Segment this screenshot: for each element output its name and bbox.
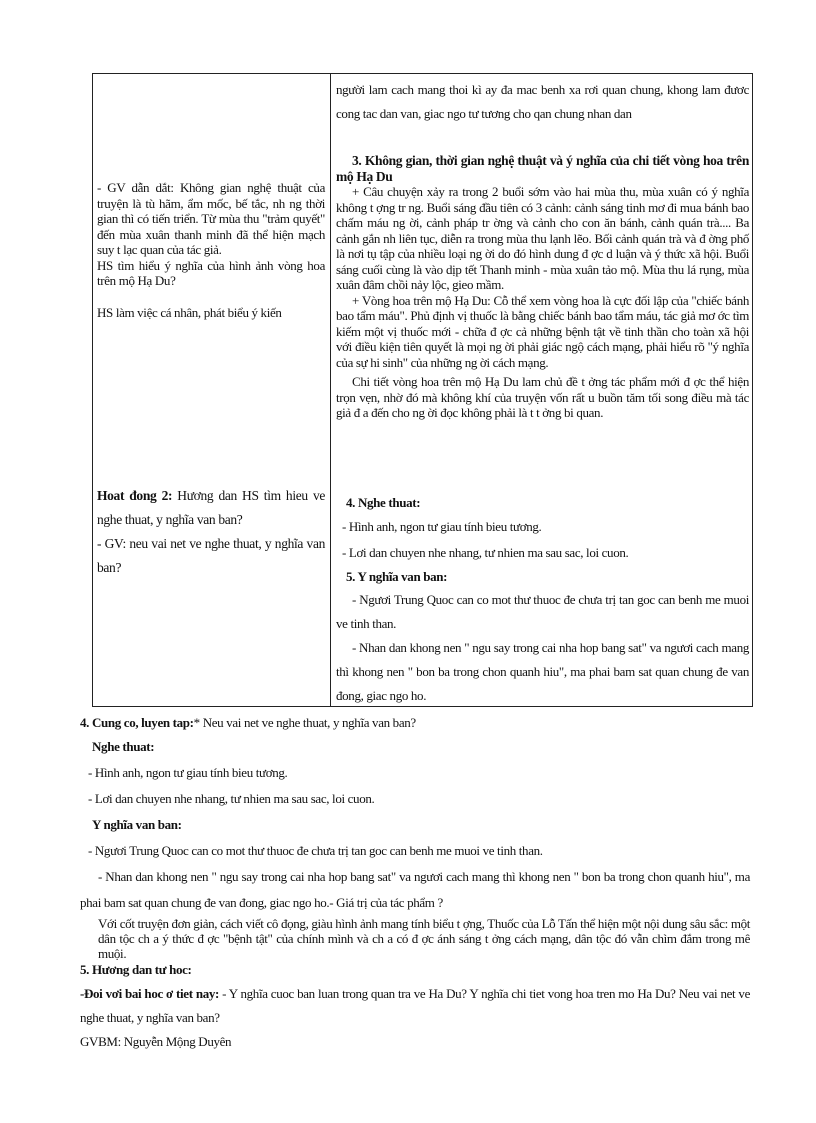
consolidation-section [80,712,750,961]
section-3-heading: 3. Không gian, thời gian nghệ thuật và ý nghĩa của chi tiết vòng hoa trên mộ Hạ Du [336,153,749,184]
teacher-signature: GVBM: Nguyễn Mộng Duyên [80,1034,232,1049]
lesson-table [92,73,753,707]
consolidation-line [80,712,750,734]
section-5-item-2: - Nhan dan khong nen " ngu say trong cai nha hop bang sat" va ngươi cach mang thì khong nen " bon ba trong chon quanh hiu", ma phai bam sat quan chung đe van đong, giac ngo ho. [336,640,749,703]
section-3-paragraph-3: Chi tiết vòng hoa trên mộ Hạ Du lam chủ đề t ởng tác phẩm mới đ ợc thể hiện trọn vẹn, nhờ đó mà không khí của truyện vốn rất u buồn tăm tối song điều mà tác giả đ a đến cho ng ời đọc không phải là t t ởng bi quan. [336,374,749,420]
right-section-4-5 [336,492,749,708]
activity-2-label: Hoat đong 2: [97,488,173,503]
section-4-heading: 4. Nghe thuat: [346,495,421,510]
activity-2-text [97,484,325,532]
right-top-cell [336,78,749,126]
section-5-item-1: - Ngươi Trung Quoc can co mot thư thuoc đe chưa trị tan goc can benh me muoi ve tinh than. [336,592,749,631]
section-3-paragraph-2: + Vòng hoa trên mộ Hạ Du: Cỗ thể xem vòng hoa là cực đối lập của "chiếc bánh bao tẩm máu". Phủ định vị thuốc là bằng chiếc bánh bao tẩm máu, tác giả mơ ớc tìm kiếm một vị thuốc mới - chữa đ ợc cả những bệnh tật về tinh thần cho toàn xã hội với điều kiện tiên quyết là mọi ng ời phải giác ngộ cách mạng, phải hiểu rõ "ý nghĩa của sự hi sinh" của những ng ời cách mạng. [336,292,749,370]
left-cell-guidance [97,180,325,320]
section-4-item-1: - Hình anh, ngon tư giau tính bieu tương. [342,519,542,534]
activity-2-body: Hương dan HS tìm hieu ve nghe thuat, y nghĩa van ban? [97,488,325,527]
section-5-heading: 5. Y nghĩa van ban: [346,569,448,584]
self-study-text [80,982,750,1030]
section-4-item-2: - Lơi dan chuyen nhe nhang, tư nhien ma sau sac, loi cuon. [342,545,629,560]
consolidation-question: * Neu vai net ve nghe thuat, y nghĩa van ban? [193,715,416,730]
art-heading: Nghe thuat: [92,739,155,754]
left-cell-activity-2 [97,484,325,580]
meaning-item-2: - Nhan dan khong nen " ngu say trong cai nha hop bang sat" va ngươi cach mang thì khong nen " bon ba trong chon quanh hiu", ma phai bam sat quan chung đe van đong, giac ngo ho.- Giá trị của tác phẩm ? [80,869,750,910]
art-item-1: - Hình anh, ngon tư giau tính bieu tương. [88,765,288,780]
left-student-task: HS làm việc cá nhân, phát biểu ý kiến [97,304,282,320]
right-section-3 [336,153,749,421]
column-divider [330,74,331,706]
self-study-section [80,958,750,1054]
consolidation-heading: 4. Cung co, luyen tap: [80,715,194,730]
art-item-2: - Lơi dan chuyen nhe nhang, tư nhien ma sau sac, loi cuon. [88,791,375,806]
self-study-heading: 5. Hương dan tư hoc: [80,962,192,977]
self-study-questions: - Y nghĩa cuoc ban luan trong quan tra ve Ha Du? Y nghĩa chi tiet vong hoa tren mo Ha Du? Neu vai net ve nghe thuat, y nghĩa van ban? [80,986,751,1025]
section-3-paragraph-1: + Câu chuyện xảy ra trong 2 buổi sớm vào hai mùa thu, mùa xuân có ý nghĩa không t ợng tr ng. Buổi sáng đầu tiên có 3 cảnh: cảnh sáng tinh mơ đi mua bánh bao chấm máu ng ời, cảnh pháp tr ờng và cảnh cho con ăn bánh, cảnh quán trà.... Ba cảnh gắn nh liên tục, diễn ra trong mùa thu lạnh lẽo. Bối cảnh quán trà và đ ờng phố là nơi tụ tập của nhiều loại ng ời do đó hình dung đ ợc d luận và ý thức xã hội. Buổi sáng cuối cùng là vào dịp tết Thanh minh - mùa xuân tảo mộ. Mùa thu lá rụng, mùa xuân đâm chồi nảy lộc, gieo mầm. [336,184,749,292]
self-study-label: -Đoi vơi bai hoc ơ tiet nay: [80,986,219,1001]
left-guidance-text: - GV dẫn dắt: Không gian nghệ thuật của truyện là tù hãm, ẩm mốc, bế tắc, nh ng thời gian thì có tiến triển. Từ mùa thu "trảm quyết" đến mùa xuân thanh minh đã thể hiện mạch suy t lạc quan của tác giả. [97,180,325,257]
meaning-heading: Y nghĩa van ban: [92,817,182,832]
work-value-paragraph: Với cốt truyện đơn giản, cách viết cô đọng, giàu hình ảnh mang tính biểu t ợng, Thuốc của Lỗ Tấn thể hiện một nội dung sâu sắc: một dân tộc ch a ý thức đ ợc "bệnh tật" của chính mình và ch a có đ ợc ánh sáng t ởng cách mạng, dân tộc đó vẫn chìm đắm trong mê muội. [98,916,750,961]
activity-2-gv-text: - GV: neu vai net ve nghe thuat, y nghĩa van ban? [97,536,325,575]
meaning-item-1: - Ngươi Trung Quoc can co mot thư thuoc đe chưa trị tan goc can benh me muoi ve tinh than. [88,843,543,858]
right-top-text: người lam cach mang thoi kì ay đa mac benh xa rơi quan chung, khong lam đươc cong tac dan van, giac ngo tư tương cho qan chung nhan dan [336,82,749,121]
left-question-text: HS tìm hiểu ý nghĩa của hình ảnh vòng hoa trên mộ Hạ Du? [97,257,325,288]
